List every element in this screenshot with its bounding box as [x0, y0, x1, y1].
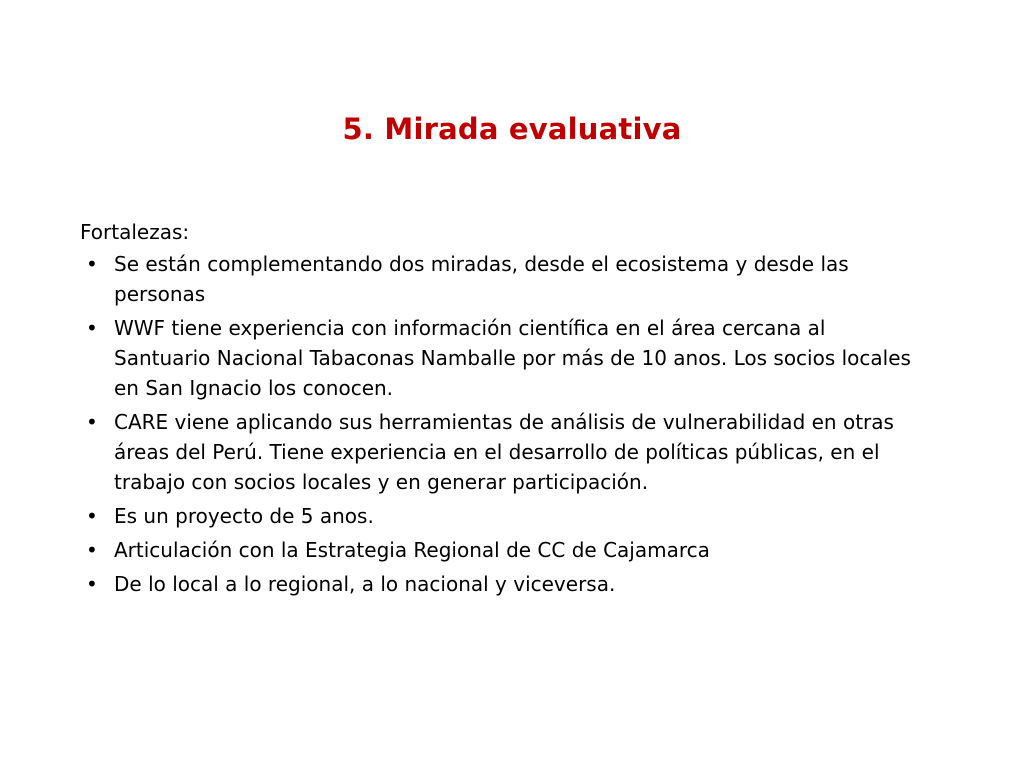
slide-content	[80, 217, 920, 603]
bullet-glyph: •	[86, 252, 98, 276]
bullet-glyph: •	[86, 538, 98, 562]
bullet-glyph: •	[86, 316, 98, 340]
slide-title: 5. Mirada evaluativa	[342, 112, 682, 146]
bullet-list	[80, 249, 920, 599]
bullet-text: CARE viene aplicando sus herramientas de análisis de vulnerabilidad en otras áreas del Perú. Tiene experiencia en el desarrollo de políticas públicas, en el trabajo con socios locales y en generar participación.	[114, 410, 894, 494]
bullet-item	[80, 407, 920, 497]
bullet-item	[80, 501, 920, 531]
bullet-text: Se están complementando dos miradas, desde el ecosistema y desde las personas	[114, 252, 849, 306]
bullet-item	[80, 569, 920, 599]
bullet-item	[80, 249, 920, 309]
bullet-glyph: •	[86, 504, 98, 528]
bullet-text: Es un proyecto de 5 anos.	[114, 504, 374, 528]
bullet-text: Articulación con la Estrategia Regional de CC de Cajamarca	[114, 538, 710, 562]
bullet-text: WWF tiene experiencia con información científica en el área cercana al Santuario Nacional Tabaconas Namballe por más de 10 anos. Los socios locales en San Ignacio los conocen.	[114, 316, 911, 400]
bullet-glyph: •	[86, 572, 98, 596]
bullet-glyph: •	[86, 410, 98, 434]
section-label-fortalezas: Fortalezas:	[80, 220, 190, 244]
bullet-item	[80, 313, 920, 403]
bullet-item	[80, 535, 920, 565]
bullet-text: De lo local a lo regional, a lo nacional y viceversa.	[114, 572, 616, 596]
